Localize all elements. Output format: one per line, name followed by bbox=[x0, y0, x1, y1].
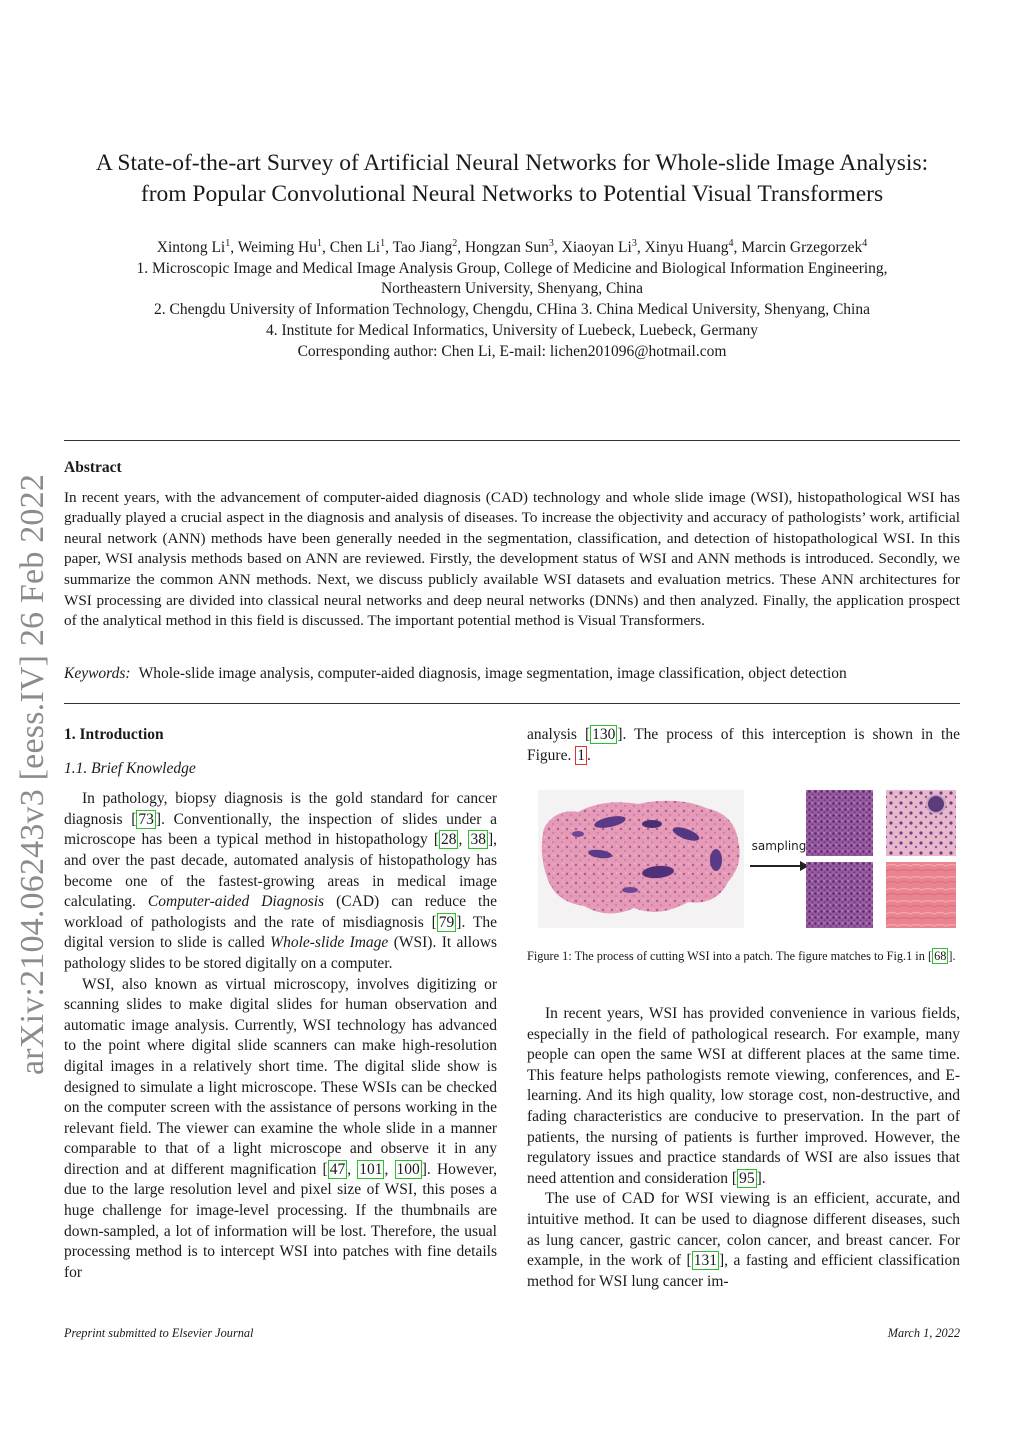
tissue-nucleus-cluster bbox=[622, 887, 638, 893]
section-heading: 1. Introduction bbox=[64, 726, 164, 743]
citation-link[interactable]: 95 bbox=[739, 1169, 755, 1187]
author-affiliation: 1 bbox=[380, 238, 386, 249]
tissue-nucleus-cluster bbox=[642, 820, 662, 828]
subsection-heading: 1.1. Brief Knowledge bbox=[64, 759, 196, 777]
citation-link[interactable]: 28 bbox=[440, 831, 457, 849]
title-block bbox=[64, 148, 960, 210]
figure-caption: Figure 1: The process of cutting WSI into a patch. The figure matches to Fig.1 in [ 68 ]. bbox=[527, 949, 956, 963]
keywords-text: Whole-slide image analysis, computer-aided diagnosis, image segmentation, image classification, object detection bbox=[138, 665, 847, 682]
citation-link[interactable]: 68 bbox=[934, 949, 947, 963]
tissue-section bbox=[542, 801, 740, 914]
tissue-nucleus-cluster bbox=[710, 849, 722, 871]
author: Xinyu Huang bbox=[644, 239, 729, 256]
affiliation-2-3: 2. Chengdu University of Information Technology, Chengdu, CHina 3. China Medical University, Shenyang, China bbox=[154, 301, 870, 319]
tissue-nucleus-cluster bbox=[572, 831, 584, 837]
author: Hongzan Sun bbox=[464, 239, 549, 256]
patch-1 bbox=[806, 790, 873, 856]
intro-paragraph-2: WSI, also known as virtual microscopy, involves digitizing or scanning slides to make digital slides for human observation and automatic image analysis. Currently, WSI technology has advanced to the point where digital slide scanners can make high-resolution digital images in a relatively short time. The digital slide show is designed to simulate a light microscope. These WSIs can be checked on the computer screen with the assistance of persons working in the relevant field. The viewer can examine the whole slide in a manner comparable to that of a light microscope and observe it in any direction and at different magnification [ 47 , 101 , 100 ]. However, due to the large resolution level and pixel size of WSI, this poses a huge challenge for image-level processing. If the thumbnails are down-sampled, a lot of information will be lost. Therefore, the usual processing method is to intercept WSI into patches with fine details for bbox=[64, 975, 498, 1281]
intro-paragraph-1: In pathology, biopsy diagnosis is the gold standard for cancer diagnosis [ 73 ]. Conventionally, the inspection of slides under a microscope has been a typical method in histopathology [ 28 , 38 ], and over the past decade, automated analysis of histopathology has become one of the fastest-growing areas in medical image calculating. Computer-aided Diagnosis (CAD) can reduce the workload of pathologists and the rate of misdiagnosis [ 79 ]. The digital version to slide is called Whole-slide Image (WSI). It allows pathology slides to be stored digitally on a computer. bbox=[64, 790, 498, 972]
citation-link[interactable]: 47 bbox=[329, 1160, 346, 1178]
paper-title-line2: from Popular Convolutional Neural Networks to Potential Visual Transformers bbox=[140, 181, 884, 207]
author-affiliation: 3 bbox=[548, 238, 554, 249]
author: Chen Li bbox=[329, 239, 381, 256]
keywords-line bbox=[64, 665, 960, 683]
citation-link[interactable]: 131 bbox=[693, 1252, 717, 1270]
patch-4 bbox=[886, 862, 956, 928]
author: Marcin Grzegorzek bbox=[741, 239, 863, 256]
figure-reference-link[interactable]: 1 bbox=[577, 746, 585, 764]
wsi-sampling-figure bbox=[538, 790, 956, 928]
right-column-bottom bbox=[527, 1004, 960, 1292]
affiliation-4: 4. Institute for Medical Informatics, University of Luebeck, Luebeck, Germany bbox=[266, 321, 758, 339]
divider-top bbox=[64, 440, 960, 441]
author-affiliation: 2 bbox=[452, 238, 458, 249]
citation-link[interactable]: 73 bbox=[138, 810, 154, 828]
sampling-label: sampling bbox=[751, 839, 807, 853]
patch-2 bbox=[886, 790, 956, 856]
author: Tao Jiang bbox=[392, 239, 453, 256]
abstract-section bbox=[64, 458, 960, 632]
keywords-label: Keywords: bbox=[64, 665, 131, 682]
citation-link[interactable]: 100 bbox=[396, 1160, 420, 1178]
arxiv-margin-note: arXiv:2104.06243v3 [eess.IV] 26 Feb 2022 bbox=[14, 473, 51, 1075]
right-column-top bbox=[527, 725, 960, 766]
wsi-convenience-paragraph: In recent years, WSI has provided convenience in various fields, especially in the field of pathological research. For example, many people can open the same WSI at different places at the same time. This feature helps pathologists remote viewing, conferences, and E-learning. And its high quality, low storage cost, non-destructive, and fading characteristics are conducive to preservation. In the part of patients, the nursing of patients is further improved. However, the regulatory issues and practice standards of WSI are also issues that need attention and consideration [ 95 ]. bbox=[527, 1005, 960, 1187]
author: Xiaoyan Li bbox=[561, 239, 632, 256]
author-affiliation: 4 bbox=[862, 238, 868, 249]
abstract-heading: Abstract bbox=[64, 459, 122, 476]
left-column bbox=[64, 725, 497, 1283]
divider-bottom bbox=[64, 703, 960, 704]
author-affiliation: 1 bbox=[317, 238, 322, 249]
affiliation-1a: 1. Microscopic Image and Medical Image Analysis Group, College of Medicine and Biological Information Engineering, bbox=[136, 259, 888, 277]
footer-left: Preprint submitted to Elsevier Journal bbox=[64, 1326, 254, 1340]
author-list: Xintong Li$^1$, Weiming Hu$^1$, Chen Li$^1$, Tao Jiang$^2$, Hongzan Sun$^3$, Xiaoyan Li$^3$, Xinyu Huang$^4$, Marcin Grzegorzek$^4$ bbox=[156, 238, 868, 256]
author: Xintong Li bbox=[156, 239, 226, 256]
abstract-text: In recent years, with the advancement of computer-aided diagnosis (CAD) technology and whole slide image (WSI), histopathological WSI has gradually played a crucial aspect in the diagnosis and analysis of diseases. To increase the objectivity and accuracy of pathologists’ work, artificial neural network (ANN) methods have been generally needed in the segmentation, classification, and detection of histopathological WSI. In this paper, WSI analysis methods based on ANN are reviewed. Firstly, the development status of WSI and ANN methods is introduced. Secondly, we summarize the common ANN methods. Next, we discuss publicly available WSI datasets and evaluation metrics. These ANN architectures for WSI processing are divided into classical neural networks and deep neural networks (DNNs) and then analyzed. Finally, the application prospect of the analytical method in this field is discussed. The important potential method is Visual Transformers. bbox=[64, 488, 960, 630]
author-affiliation: 4 bbox=[728, 238, 734, 249]
author-affiliation: 3 bbox=[631, 238, 637, 249]
citation-link[interactable]: 130 bbox=[592, 726, 616, 743]
author-affiliation: 1 bbox=[225, 238, 231, 249]
authors-block bbox=[64, 238, 960, 362]
citation-link[interactable]: 38 bbox=[470, 831, 486, 849]
citation-link[interactable]: 79 bbox=[438, 913, 455, 931]
corresponding-author: Corresponding author: Chen Li, E-mail: lichen201096@hotmail.com bbox=[297, 342, 727, 360]
footer-right: March 1, 2022 bbox=[887, 1326, 960, 1340]
citation-link[interactable]: 101 bbox=[359, 1160, 383, 1178]
paper-title-line1: A State-of-the-art Survey of Artificial Neural Networks for Whole-slide Image Analysis: bbox=[95, 150, 929, 176]
patch-3 bbox=[806, 862, 873, 928]
cad-usage-paragraph: The use of CAD for WSI viewing is an efficient, accurate, and intuitive method. It can be used to diagnose different diseases, such as lung cancer, gastric cancer, colon cancer, and breast cancer. For example, in the work of [ 131 ], a fasting and efficient classification method for WSI lung cancer im- bbox=[527, 1190, 960, 1290]
patch-2-vessel bbox=[927, 795, 945, 813]
author: Weiming Hu bbox=[237, 239, 317, 256]
interception-paragraph: analysis [ 130 ]. The process of this interception is shown in the Figure. 1 . bbox=[527, 726, 960, 764]
affiliation-1b: Northeastern University, Shenyang, China bbox=[380, 280, 643, 298]
